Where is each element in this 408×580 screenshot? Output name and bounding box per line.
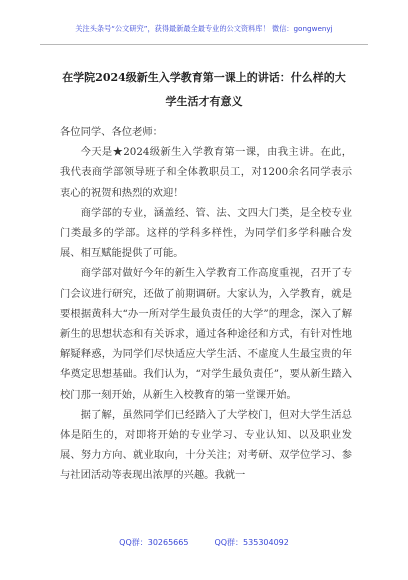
document-title: 在学院2024级新生入学教育第一课上的讲话：什么样的大学生活才有意义 (62, 71, 346, 108)
header-divider (40, 44, 368, 45)
document-body (60, 122, 352, 486)
footer-qq-groups (40, 537, 368, 548)
header-banner: 关注头条号“公文研究”，获得最新最全最专业的公文资料库！ 微信：gongwenyj (75, 24, 333, 33)
qq-group-2: QQ群：535304092 (214, 538, 289, 547)
paragraph-2: 商学部的专业，涵盖经、管、法、文四大门类，是全校专业门类最多的学部。这样的学科多样性，为同学们多学科融合发展、相互赋能提供了可能。 (60, 206, 352, 260)
salutation: 各位同学、各位老师： (60, 126, 163, 138)
paragraph-3: 商学部对做好今年的新生入学教育工作高度重视，召开了专门会议进行研究，还做了前期调研。大家认为，入学教育，就是要根据黄科大“办一所对学生最负责任的大学”的理念，深入了解新生的思想状态和有关诉求，通过各种途径和方式，有针对性地解疑释惑，为同学们尽快适应大学生活、不虚度人生最宝贵的年华奠定思想基础。我们认为，“对学生最负责任”，要从新生踏入校门那一刻开始，从新生入校教育的第一堂课开始。 (60, 267, 352, 401)
paragraph-1: 今天是★2024级新生入学教育第一课，由我主讲。在此，我代表商学部领导班子和全体教职员工，对1200余名同学表示衷心的祝贺和热烈的欢迎！ (60, 146, 352, 199)
paragraph-4: 据了解，虽然同学们已经踏入了大学校门，但对大学生活总体是陌生的，对即将开始的专业学习、专业认知、以及职业发展、努力方向、就业取向，十分关注；对考研、双学位学习、参与社团活动等表现出浓厚的兴趣。我就一 (60, 408, 352, 482)
qq-group-1: QQ群：30265665 (119, 538, 189, 547)
